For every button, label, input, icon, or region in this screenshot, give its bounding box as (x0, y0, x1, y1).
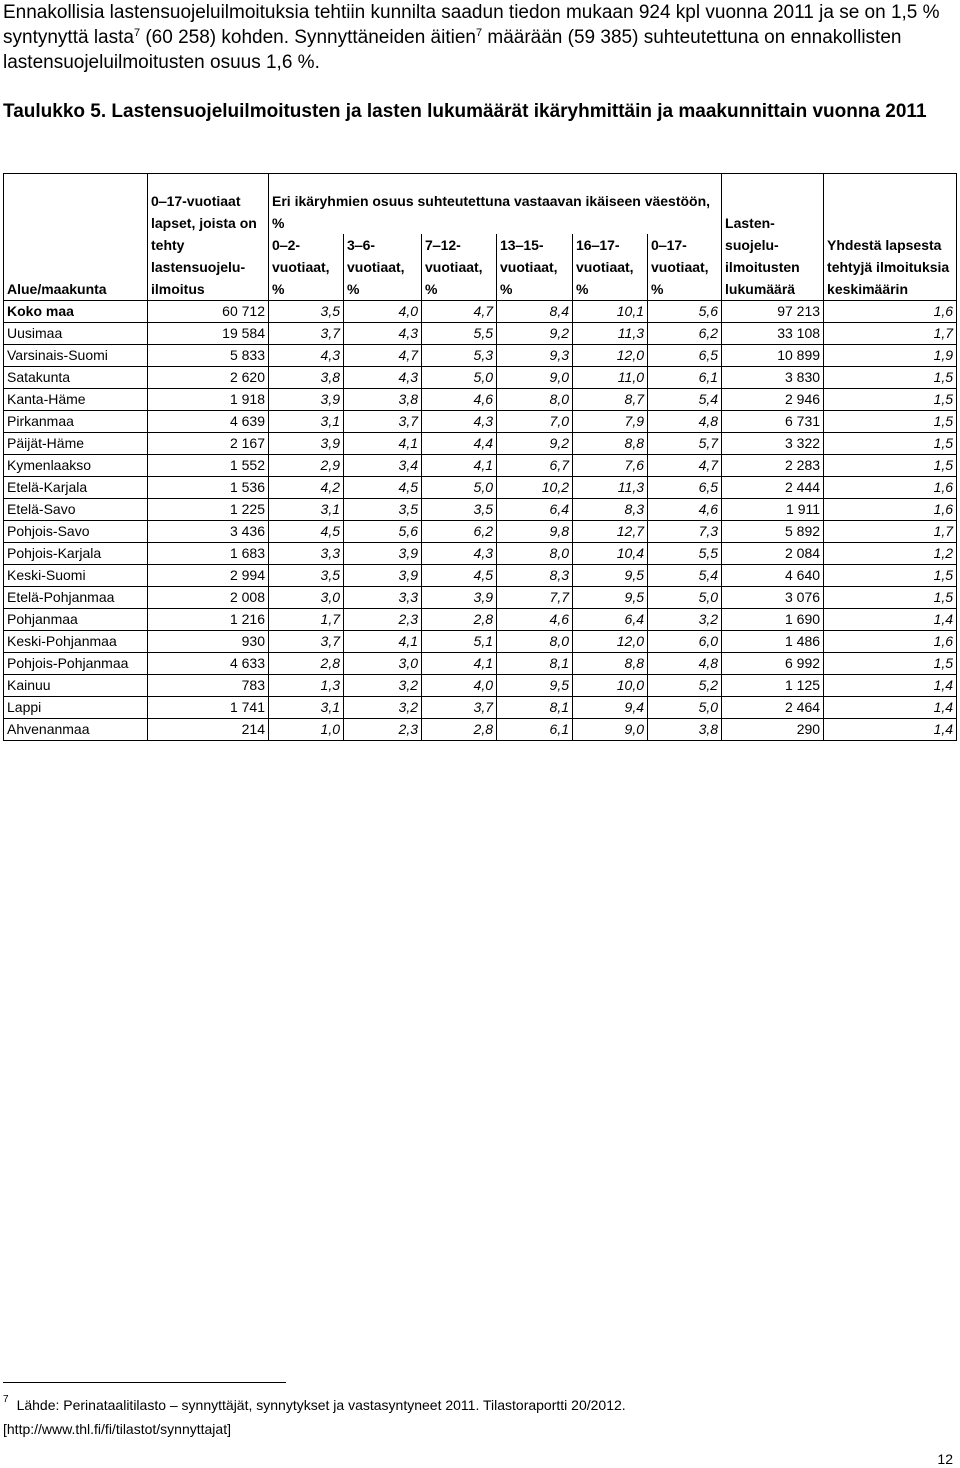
cell-children: 3 436 (148, 521, 269, 543)
intro-paragraph (3, 0, 953, 75)
cell-average: 1,9 (824, 345, 957, 367)
cell-region: Varsinais-Suomi (4, 345, 148, 367)
cell-children: 783 (148, 675, 269, 697)
cell-age-13-15: 6,1 (497, 719, 573, 741)
cell-age-0-17: 5,2 (648, 675, 722, 697)
cell-age-16-17: 11,0 (573, 367, 648, 389)
cell-age-13-15: 8,1 (497, 653, 573, 675)
table-row (4, 719, 957, 741)
cell-age-7-12: 5,5 (422, 323, 497, 345)
cell-age-3-6: 3,5 (344, 499, 422, 521)
cell-age-13-15: 8,0 (497, 543, 573, 565)
table-row (4, 631, 957, 653)
table-row (4, 433, 957, 455)
cell-age-0-17: 4,6 (648, 499, 722, 521)
cell-region: Keski-Suomi (4, 565, 148, 587)
header-age-3-6: 3‒6-vuotiaat, % (344, 234, 422, 301)
cell-children: 2 994 (148, 565, 269, 587)
cell-age-0-17: 5,4 (648, 389, 722, 411)
cell-age-13-15: 9,2 (497, 433, 573, 455)
table-row (4, 345, 957, 367)
cell-children: 1 225 (148, 499, 269, 521)
cell-age-3-6: 5,6 (344, 521, 422, 543)
cell-children: 1 741 (148, 697, 269, 719)
cell-age-0-2: 1,7 (269, 609, 344, 631)
cell-average: 1,5 (824, 389, 957, 411)
cell-age-16-17: 7,9 (573, 411, 648, 433)
cell-region: Satakunta (4, 367, 148, 389)
cell-age-16-17: 12,0 (573, 631, 648, 653)
table-row (4, 301, 957, 323)
table-body (4, 301, 957, 741)
cell-age-13-15: 10,2 (497, 477, 573, 499)
table-row (4, 565, 957, 587)
cell-age-0-2: 3,1 (269, 697, 344, 719)
cell-age-7-12: 5,0 (422, 477, 497, 499)
cell-age-0-2: 2,9 (269, 455, 344, 477)
table-row (4, 543, 957, 565)
cell-age-7-12: 5,3 (422, 345, 497, 367)
cell-reports: 5 892 (722, 521, 824, 543)
cell-age-7-12: 5,1 (422, 631, 497, 653)
cell-age-7-12: 3,7 (422, 697, 497, 719)
cell-region: Keski-Pohjanmaa (4, 631, 148, 653)
cell-age-13-15: 9,0 (497, 367, 573, 389)
table-row (4, 653, 957, 675)
cell-age-3-6: 4,1 (344, 433, 422, 455)
cell-region: Pohjanmaa (4, 609, 148, 631)
cell-age-3-6: 4,3 (344, 323, 422, 345)
cell-age-16-17: 9,5 (573, 565, 648, 587)
header-reports: Lasten-suojelu-ilmoitusten lukumäärä (722, 174, 824, 301)
cell-age-0-17: 7,3 (648, 521, 722, 543)
header-age-0-2: 0‒2-vuotiaat, % (269, 234, 344, 301)
cell-age-0-2: 3,8 (269, 367, 344, 389)
cell-age-3-6: 4,5 (344, 477, 422, 499)
cell-age-7-12: 3,9 (422, 587, 497, 609)
cell-children: 2 008 (148, 587, 269, 609)
cell-age-0-17: 4,8 (648, 653, 722, 675)
cell-age-7-12: 4,0 (422, 675, 497, 697)
cell-age-0-17: 4,8 (648, 411, 722, 433)
cell-age-16-17: 9,4 (573, 697, 648, 719)
cell-age-0-2: 3,9 (269, 389, 344, 411)
cell-age-13-15: 8,0 (497, 631, 573, 653)
cell-children: 4 633 (148, 653, 269, 675)
header-age-13-15: 13‒15-vuotiaat, % (497, 234, 573, 301)
cell-average: 1,2 (824, 543, 957, 565)
cell-age-16-17: 9,5 (573, 587, 648, 609)
cell-age-13-15: 9,2 (497, 323, 573, 345)
cell-age-16-17: 7,6 (573, 455, 648, 477)
footnote-ref-2: 7 (475, 27, 483, 39)
table-row (4, 609, 957, 631)
cell-reports: 1 486 (722, 631, 824, 653)
cell-age-3-6: 3,7 (344, 411, 422, 433)
cell-region: Etelä-Savo (4, 499, 148, 521)
cell-age-16-17: 12,0 (573, 345, 648, 367)
cell-age-0-2: 4,2 (269, 477, 344, 499)
cell-age-0-17: 5,4 (648, 565, 722, 587)
cell-average: 1,7 (824, 323, 957, 345)
cell-region: Pirkanmaa (4, 411, 148, 433)
cell-age-3-6: 3,9 (344, 565, 422, 587)
cell-average: 1,6 (824, 499, 957, 521)
cell-average: 1,6 (824, 631, 957, 653)
table-row (4, 389, 957, 411)
intro-text-3: määrään (59 385) suhteutettuna on ennakollisten lastensuojeluilmoitusten osuus 1,6 %. (3, 27, 902, 73)
cell-region: Ahvenanmaa (4, 719, 148, 741)
cell-age-3-6: 4,7 (344, 345, 422, 367)
cell-average: 1,5 (824, 411, 957, 433)
cell-children: 1 552 (148, 455, 269, 477)
cell-average: 1,5 (824, 367, 957, 389)
cell-age-16-17: 10,4 (573, 543, 648, 565)
cell-age-16-17: 6,4 (573, 609, 648, 631)
cell-age-7-12: 4,3 (422, 411, 497, 433)
footnote-link: [http://www.thl.fi/fi/tilastot/synnyttajat] (3, 1421, 231, 1437)
cell-age-0-2: 1,0 (269, 719, 344, 741)
footnote-source: Lähde: Perinataalitilasto – synnyttäjät, synnytykset ja vastasyntyneet 2011. Tilastoraportti 20/2012. (16, 1397, 626, 1413)
cell-region: Kymenlaakso (4, 455, 148, 477)
cell-reports: 2 946 (722, 389, 824, 411)
cell-age-0-2: 4,3 (269, 345, 344, 367)
header-age-16-17: 16‒17-vuotiaat, % (573, 234, 648, 301)
header-age-0-17: 0‒17-vuotiaat, % (648, 234, 722, 301)
cell-average: 1,5 (824, 653, 957, 675)
cell-age-16-17: 10,1 (573, 301, 648, 323)
cell-average: 1,5 (824, 455, 957, 477)
cell-region: Lappi (4, 697, 148, 719)
cell-region: Koko maa (4, 301, 148, 323)
cell-age-0-17: 6,2 (648, 323, 722, 345)
cell-children: 5 833 (148, 345, 269, 367)
cell-reports: 1 690 (722, 609, 824, 631)
cell-age-0-17: 6,5 (648, 345, 722, 367)
intro-text-1: Ennakollisia lastensuojeluilmoituksia tehtiin kunnilta saadun tiedon mukaan 924 kpl vuonna 2011 ja se on 1,5 % syntynyttä lasta (3, 2, 940, 48)
cell-region: Päijät-Häme (4, 433, 148, 455)
footnote-ref-1: 7 (133, 27, 141, 39)
cell-age-3-6: 3,4 (344, 455, 422, 477)
cell-age-13-15: 7,0 (497, 411, 573, 433)
cell-age-16-17: 12,7 (573, 521, 648, 543)
cell-age-0-17: 5,0 (648, 587, 722, 609)
table-row (4, 323, 957, 345)
cell-average: 1,6 (824, 301, 957, 323)
cell-age-0-17: 6,0 (648, 631, 722, 653)
cell-age-16-17: 9,0 (573, 719, 648, 741)
cell-average: 1,5 (824, 433, 957, 455)
data-table (3, 173, 957, 741)
cell-age-7-12: 5,0 (422, 367, 497, 389)
cell-children: 2 167 (148, 433, 269, 455)
cell-age-7-12: 4,6 (422, 389, 497, 411)
cell-age-0-17: 5,7 (648, 433, 722, 455)
cell-age-3-6: 3,0 (344, 653, 422, 675)
cell-age-3-6: 2,3 (344, 609, 422, 631)
cell-children: 1 683 (148, 543, 269, 565)
cell-children: 19 584 (148, 323, 269, 345)
cell-reports: 6 992 (722, 653, 824, 675)
cell-region: Pohjois-Savo (4, 521, 148, 543)
table-row (4, 675, 957, 697)
header-age-7-12: 7‒12-vuotiaat, % (422, 234, 497, 301)
cell-age-7-12: 6,2 (422, 521, 497, 543)
cell-children: 1 536 (148, 477, 269, 499)
cell-region: Etelä-Pohjanmaa (4, 587, 148, 609)
cell-reports: 33 108 (722, 323, 824, 345)
cell-reports: 1 911 (722, 499, 824, 521)
cell-children: 1 216 (148, 609, 269, 631)
cell-age-0-2: 3,0 (269, 587, 344, 609)
cell-region: Pohjois-Pohjanmaa (4, 653, 148, 675)
cell-children: 1 918 (148, 389, 269, 411)
cell-average: 1,4 (824, 609, 957, 631)
cell-age-0-2: 3,7 (269, 631, 344, 653)
cell-age-0-2: 3,5 (269, 565, 344, 587)
cell-age-13-15: 8,3 (497, 565, 573, 587)
cell-average: 1,7 (824, 521, 957, 543)
header-average: Yhdestä lapsesta tehtyjä ilmoituksia keskimäärin (824, 174, 957, 301)
cell-age-0-17: 4,7 (648, 455, 722, 477)
cell-age-0-2: 2,8 (269, 653, 344, 675)
cell-average: 1,5 (824, 587, 957, 609)
cell-age-0-2: 3,3 (269, 543, 344, 565)
cell-reports: 2 444 (722, 477, 824, 499)
intro-text-2: (60 258) kohden. Synnyttäneiden äitien (140, 27, 476, 48)
cell-reports: 3 322 (722, 433, 824, 455)
cell-age-0-17: 6,5 (648, 477, 722, 499)
cell-age-0-17: 5,6 (648, 301, 722, 323)
table-row (4, 367, 957, 389)
cell-children: 214 (148, 719, 269, 741)
cell-age-7-12: 3,5 (422, 499, 497, 521)
cell-age-7-12: 4,3 (422, 543, 497, 565)
cell-age-0-17: 5,0 (648, 697, 722, 719)
cell-reports: 10 899 (722, 345, 824, 367)
cell-age-13-15: 9,8 (497, 521, 573, 543)
cell-age-13-15: 8,0 (497, 389, 573, 411)
table-row (4, 411, 957, 433)
page-number: 12 (937, 1451, 953, 1467)
cell-age-7-12: 4,1 (422, 455, 497, 477)
cell-average: 1,4 (824, 675, 957, 697)
header-children: 0‒17-vuotiaat lapset, joista on tehty lastensuojelu-ilmoitus (148, 174, 269, 301)
cell-age-7-12: 4,1 (422, 653, 497, 675)
cell-children: 4 639 (148, 411, 269, 433)
cell-reports: 4 640 (722, 565, 824, 587)
cell-region: Kanta-Häme (4, 389, 148, 411)
cell-age-0-2: 4,5 (269, 521, 344, 543)
cell-reports: 97 213 (722, 301, 824, 323)
cell-age-0-2: 3,1 (269, 411, 344, 433)
cell-age-0-17: 6,1 (648, 367, 722, 389)
cell-average: 1,4 (824, 697, 957, 719)
header-region: Alue/maakunta (4, 174, 148, 301)
table-row (4, 499, 957, 521)
cell-age-16-17: 10,0 (573, 675, 648, 697)
cell-age-7-12: 4,5 (422, 565, 497, 587)
cell-age-13-15: 9,5 (497, 675, 573, 697)
cell-age-13-15: 9,3 (497, 345, 573, 367)
cell-age-3-6: 4,1 (344, 631, 422, 653)
cell-age-0-17: 3,2 (648, 609, 722, 631)
cell-children: 930 (148, 631, 269, 653)
table-row (4, 587, 957, 609)
cell-age-16-17: 11,3 (573, 477, 648, 499)
cell-reports: 3 830 (722, 367, 824, 389)
header-age-group: Eri ikäryhmien osuus suhteutettuna vastaavan ikäiseen väestöön, % (269, 174, 722, 235)
cell-age-0-17: 5,5 (648, 543, 722, 565)
cell-age-16-17: 8,7 (573, 389, 648, 411)
cell-region: Etelä-Karjala (4, 477, 148, 499)
cell-age-0-2: 3,9 (269, 433, 344, 455)
cell-average: 1,5 (824, 565, 957, 587)
cell-age-0-2: 3,1 (269, 499, 344, 521)
footnote (3, 1393, 943, 1441)
cell-age-13-15: 6,7 (497, 455, 573, 477)
cell-age-3-6: 3,2 (344, 675, 422, 697)
cell-average: 1,6 (824, 477, 957, 499)
cell-age-3-6: 3,3 (344, 587, 422, 609)
cell-reports: 2 464 (722, 697, 824, 719)
cell-age-0-2: 3,7 (269, 323, 344, 345)
footnote-divider (3, 1382, 286, 1383)
cell-average: 1,4 (824, 719, 957, 741)
cell-region: Uusimaa (4, 323, 148, 345)
cell-reports: 3 076 (722, 587, 824, 609)
cell-region: Pohjois-Karjala (4, 543, 148, 565)
cell-age-3-6: 4,3 (344, 367, 422, 389)
cell-age-16-17: 8,8 (573, 433, 648, 455)
cell-reports: 2 084 (722, 543, 824, 565)
cell-children: 2 620 (148, 367, 269, 389)
footnote-marker: 7 (3, 1394, 9, 1405)
cell-age-3-6: 3,8 (344, 389, 422, 411)
table-row (4, 521, 957, 543)
cell-reports: 290 (722, 719, 824, 741)
cell-age-7-12: 2,8 (422, 719, 497, 741)
cell-age-13-15: 7,7 (497, 587, 573, 609)
cell-age-0-2: 1,3 (269, 675, 344, 697)
cell-age-7-12: 4,7 (422, 301, 497, 323)
cell-age-16-17: 8,3 (573, 499, 648, 521)
cell-age-0-17: 3,8 (648, 719, 722, 741)
cell-age-13-15: 6,4 (497, 499, 573, 521)
cell-age-3-6: 4,0 (344, 301, 422, 323)
cell-reports: 1 125 (722, 675, 824, 697)
cell-age-0-2: 3,5 (269, 301, 344, 323)
cell-children: 60 712 (148, 301, 269, 323)
table-row (4, 455, 957, 477)
cell-age-16-17: 8,8 (573, 653, 648, 675)
cell-reports: 2 283 (722, 455, 824, 477)
cell-age-3-6: 3,2 (344, 697, 422, 719)
cell-age-7-12: 2,8 (422, 609, 497, 631)
cell-age-3-6: 3,9 (344, 543, 422, 565)
cell-reports: 6 731 (722, 411, 824, 433)
cell-age-7-12: 4,4 (422, 433, 497, 455)
cell-age-16-17: 11,3 (573, 323, 648, 345)
table-caption: Taulukko 5. Lastensuojeluilmoitusten ja lasten lukumäärät ikäryhmittäin ja maakunnittain vuonna 2011 (3, 101, 927, 122)
table-row (4, 477, 957, 499)
cell-age-13-15: 8,4 (497, 301, 573, 323)
cell-age-13-15: 8,1 (497, 697, 573, 719)
table-row (4, 697, 957, 719)
cell-age-3-6: 2,3 (344, 719, 422, 741)
cell-region: Kainuu (4, 675, 148, 697)
cell-age-13-15: 4,6 (497, 609, 573, 631)
